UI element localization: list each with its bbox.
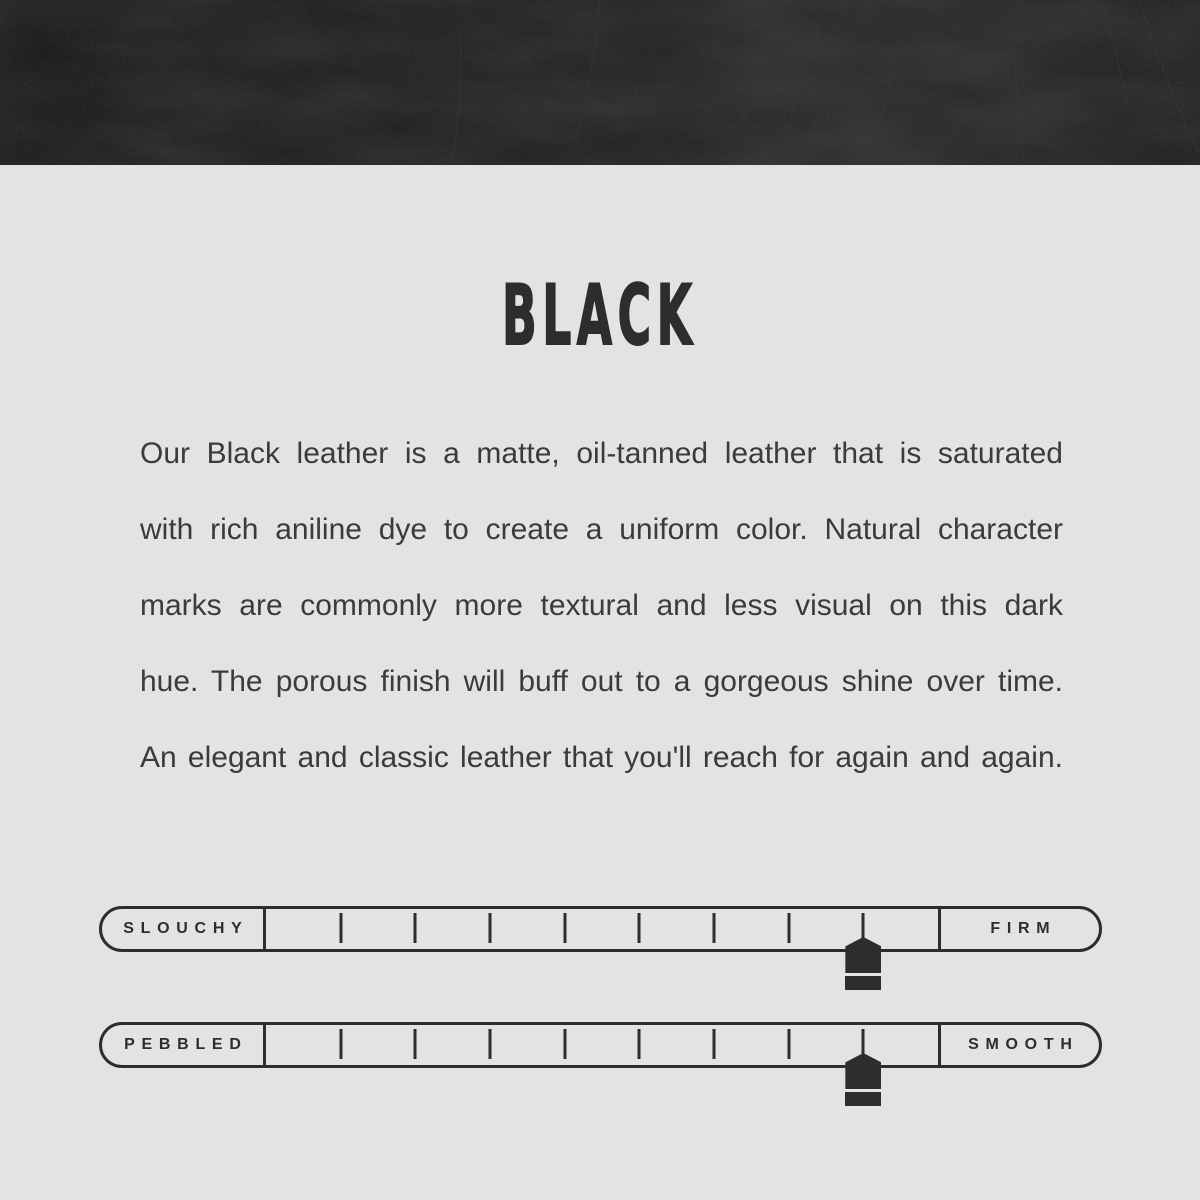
scale-max-label: FIRM (990, 920, 1057, 937)
scale-track (263, 909, 941, 949)
title-row (0, 267, 1200, 364)
tick-mark (339, 913, 342, 943)
description-line: hue. The porous finish will buff out to a gorgeous shine over time. (140, 665, 1063, 698)
description-line: Our Black leather is a matte, oil-tanned leather that is saturated (140, 437, 1063, 470)
texture-scale (99, 1022, 1102, 1068)
tick-mark (489, 913, 492, 943)
scale-track (263, 1025, 941, 1065)
description-line: marks are commonly more textural and less visual on this dark (140, 589, 1063, 622)
tick-mark (414, 913, 417, 943)
scale-handle-pointer-icon (845, 937, 881, 973)
tick-mark (713, 1029, 716, 1059)
description-line: An elegant and classic leather that you'll reach for again and again. (140, 741, 1063, 774)
tick-mark (787, 1029, 790, 1059)
firmness-scale (99, 906, 1102, 952)
tick-mark (414, 1029, 417, 1059)
scale-handle-base (845, 1092, 881, 1106)
scale-handle-base (845, 976, 881, 990)
tick-mark (638, 913, 641, 943)
page-title: BLACK (502, 267, 698, 364)
scale-max-label: SMOOTH (968, 1036, 1079, 1053)
scale-handle[interactable] (845, 1053, 881, 1106)
scale-min-label: PEBBLED (124, 1036, 248, 1053)
leather-description (140, 416, 1063, 796)
tick-mark (339, 1029, 342, 1059)
scale-handle[interactable] (845, 937, 881, 990)
tick-mark (563, 913, 566, 943)
leather-texture-image (0, 0, 1200, 165)
tick-mark (713, 913, 716, 943)
scale-handle-pointer-icon (845, 1053, 881, 1089)
tick-mark (787, 913, 790, 943)
leather-texture-graphic (0, 0, 1200, 165)
tick-mark (563, 1029, 566, 1059)
tick-mark (489, 1029, 492, 1059)
scale-min-label: SLOUCHY (123, 920, 249, 937)
description-line: with rich aniline dye to create a uniform color. Natural character (140, 513, 1063, 546)
tick-mark (638, 1029, 641, 1059)
